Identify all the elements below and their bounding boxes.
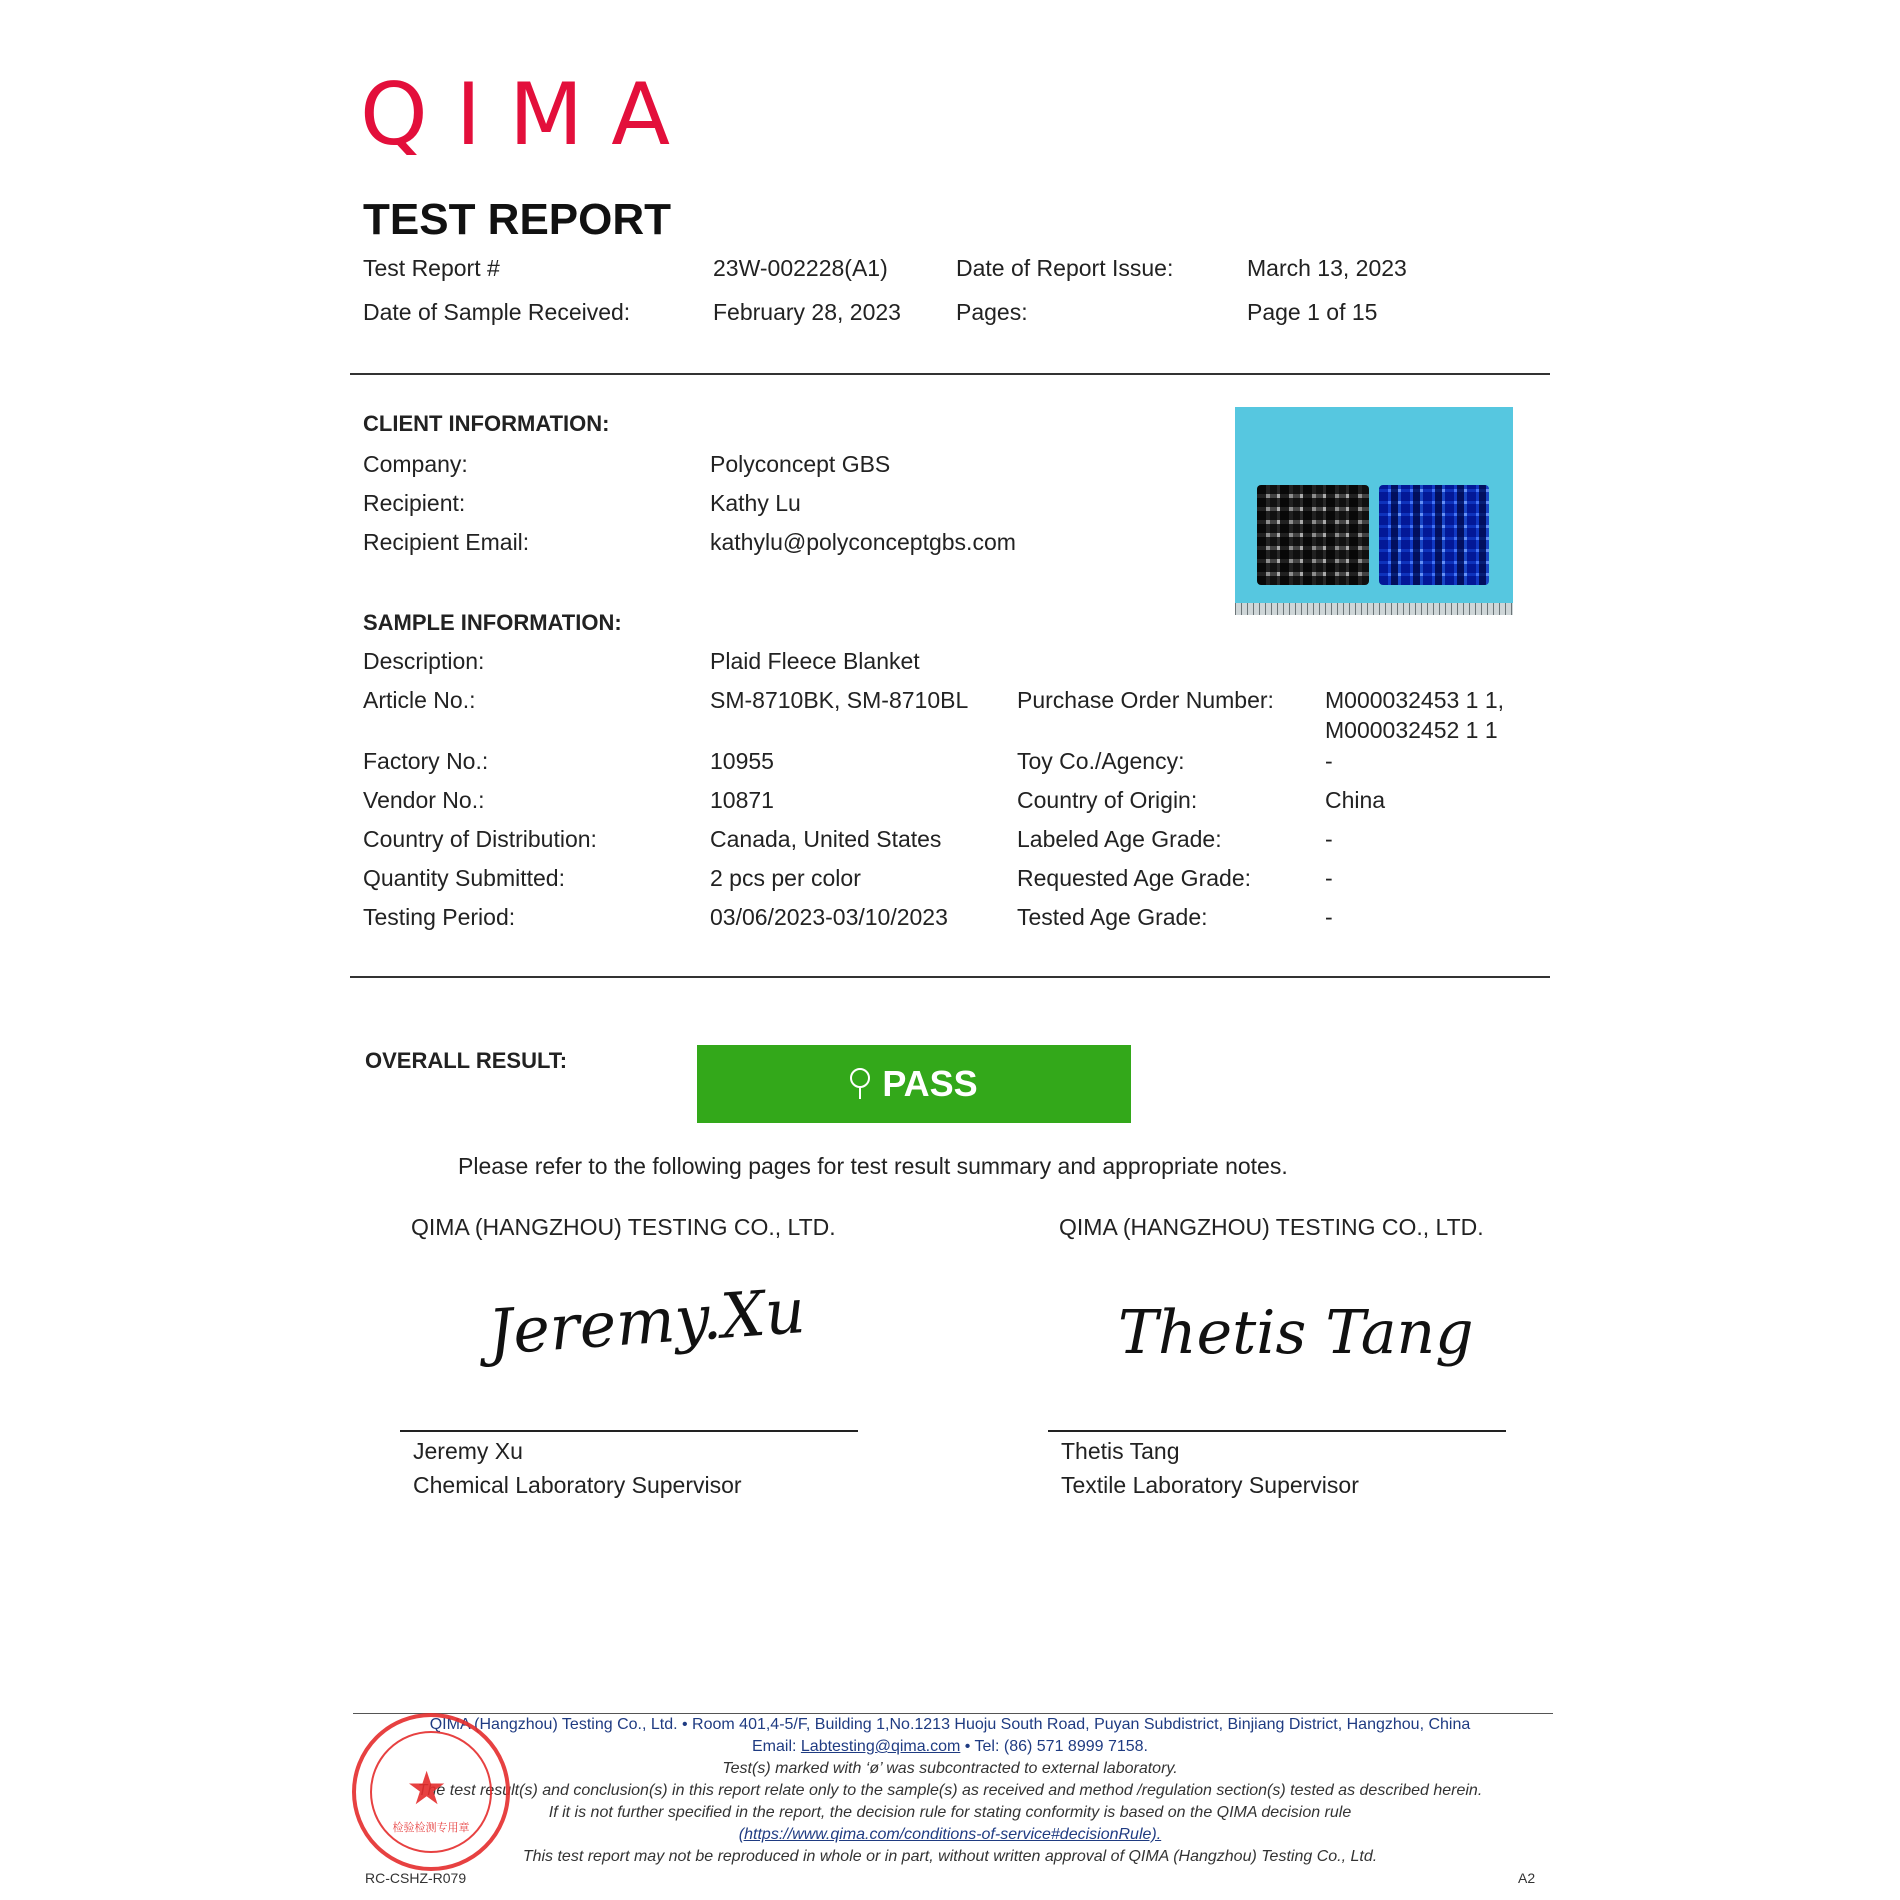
form-code: RC-CSHZ-R079 (365, 1870, 467, 1886)
issue-date: March 13, 2023 (1247, 255, 1407, 281)
article-value: SM-8710BK, SM-8710BL (710, 687, 969, 713)
description-label: Description: (363, 648, 485, 674)
footer-results-note: The test result(s) and conclusion(s) in this report relate only to the sample(s) as received and method /regulation section(s) tested as described herein. (417, 1782, 1483, 1799)
vendor-label: Vendor No.: (363, 787, 485, 813)
footer-email-link[interactable]: Labtesting@qima.com (800, 1738, 961, 1755)
recipient-email: kathylu@polyconceptgbs.com (710, 529, 1016, 555)
gray-plaid-blanket (1257, 485, 1369, 585)
signature-line-left (400, 1430, 858, 1432)
testing-period-value: 03/06/2023-03/10/2023 (710, 904, 948, 930)
received-date: February 28, 2023 (713, 299, 901, 325)
factory-label: Factory No.: (363, 748, 489, 774)
revision-code: A2 (1518, 1870, 1536, 1886)
origin-value: China (1325, 787, 1386, 813)
tested-age-label: Tested Age Grade: (1017, 904, 1208, 930)
footer-divider (353, 1713, 1553, 1714)
footer-subcontract-note: Test(s) marked with ‘ø’ was subcontracted to external laboratory. (722, 1760, 1178, 1777)
page-title: TEST REPORT (363, 195, 672, 244)
client-info-heading: CLIENT INFORMATION: (363, 411, 610, 436)
pass-text: PASS (882, 1063, 978, 1104)
signatory-role-right: Textile Laboratory Supervisor (1061, 1472, 1359, 1498)
footer-decision-link[interactable] (350, 1826, 1550, 1844)
blue-plaid-blanket (1379, 485, 1489, 585)
page-count: Page 1 of 15 (1247, 299, 1378, 325)
pages-label: Pages: (956, 299, 1028, 325)
requested-age-label: Requested Age Grade: (1017, 865, 1251, 891)
seal-text: 检验检测专用章 (392, 1822, 470, 1834)
qima-logo: QIMA (360, 65, 699, 165)
tested-age-value: - (1325, 904, 1333, 930)
po-label: Purchase Order Number: (1017, 687, 1274, 713)
toy-agency-label: Toy Co./Agency: (1017, 748, 1185, 774)
labeled-age-value: - (1325, 826, 1333, 852)
received-date-label: Date of Sample Received: (363, 299, 631, 325)
overall-result-label: OVERALL RESULT: (365, 1048, 568, 1073)
labeled-age-label: Labeled Age Grade: (1017, 826, 1222, 852)
description-value: Plaid Fleece Blanket (710, 648, 920, 674)
signatory-company-right: QIMA (HANGZHOU) TESTING CO., LTD. (1059, 1214, 1484, 1240)
company-seal-stamp (352, 1713, 510, 1871)
measuring-ruler (1235, 603, 1513, 615)
article-label: Article No.: (363, 687, 476, 713)
distribution-value: Canada, United States (710, 826, 942, 852)
vendor-value: 10871 (710, 787, 774, 813)
issue-date-label: Date of Report Issue: (956, 255, 1174, 281)
report-number: 23W-002228(A1) (713, 255, 888, 281)
pass-badge (697, 1045, 1131, 1123)
factory-value: 10955 (710, 748, 774, 774)
header-divider (350, 373, 1550, 375)
company-label: Company: (363, 451, 468, 477)
origin-label: Country of Origin: (1017, 787, 1198, 813)
key-icon (850, 1068, 870, 1088)
footer-contact (350, 1738, 1550, 1756)
signatory-company-left: QIMA (HANGZHOU) TESTING CO., LTD. (411, 1214, 836, 1240)
signature-thetis-tang: Thetis Tang (1118, 1298, 1474, 1368)
footer-reproduction-note: This test report may not be reproduced in whole or in part, without written approval of QIMA (Hangzhou) Testing Co., Ltd. (522, 1848, 1378, 1865)
footer-decision-note: If it is not further specified in the report, the decision rule for stating conformity is based on the QIMA decision rule (548, 1804, 1352, 1821)
company-value: Polyconcept GBS (710, 451, 891, 477)
seal-star-icon: ★ (406, 1762, 448, 1814)
signatory-name-left: Jeremy Xu (413, 1438, 523, 1464)
result-note: Please refer to the following pages for test result summary and appropriate notes. (458, 1153, 1288, 1179)
testing-period-label: Testing Period: (363, 904, 516, 930)
recipient-email-label: Recipient Email: (363, 529, 530, 555)
recipient-label: Recipient: (363, 490, 466, 516)
signature-jeremy-xu: Jeremy.Xu (485, 1274, 808, 1369)
footer-tel: • Tel: (86) 571 8999 7158. (960, 1738, 1148, 1755)
quantity-value: 2 pcs per color (710, 865, 861, 891)
footer-address: QIMA (Hangzhou) Testing Co., Ltd. • Room 401,4-5/F, Building 1,No.1213 Huoju South Road, Puyan Subdistrict, Binjiang District, Hangzhou, China (429, 1716, 1471, 1733)
quantity-label: Quantity Submitted: (363, 865, 565, 891)
po-value-2: M000032452 1 1 (1325, 717, 1498, 743)
toy-agency-value: - (1325, 748, 1333, 774)
po-value-1: M000032453 1 1, (1325, 687, 1505, 713)
sample-info-heading: SAMPLE INFORMATION: (363, 610, 622, 635)
distribution-label: Country of Distribution: (363, 826, 597, 852)
footer-email-prefix: Email: (751, 1738, 801, 1755)
signature-line-right (1048, 1430, 1506, 1432)
report-number-label: Test Report # (363, 255, 500, 281)
signatory-name-right: Thetis Tang (1061, 1438, 1180, 1464)
sample-divider (350, 976, 1550, 978)
decision-rule-link[interactable]: (https://www.qima.com/conditions-of-service#decisionRule). (738, 1826, 1162, 1843)
recipient-value: Kathy Lu (710, 490, 801, 516)
sample-photo (1235, 407, 1513, 615)
requested-age-value: - (1325, 865, 1333, 891)
signatory-role-left: Chemical Laboratory Supervisor (413, 1472, 742, 1498)
